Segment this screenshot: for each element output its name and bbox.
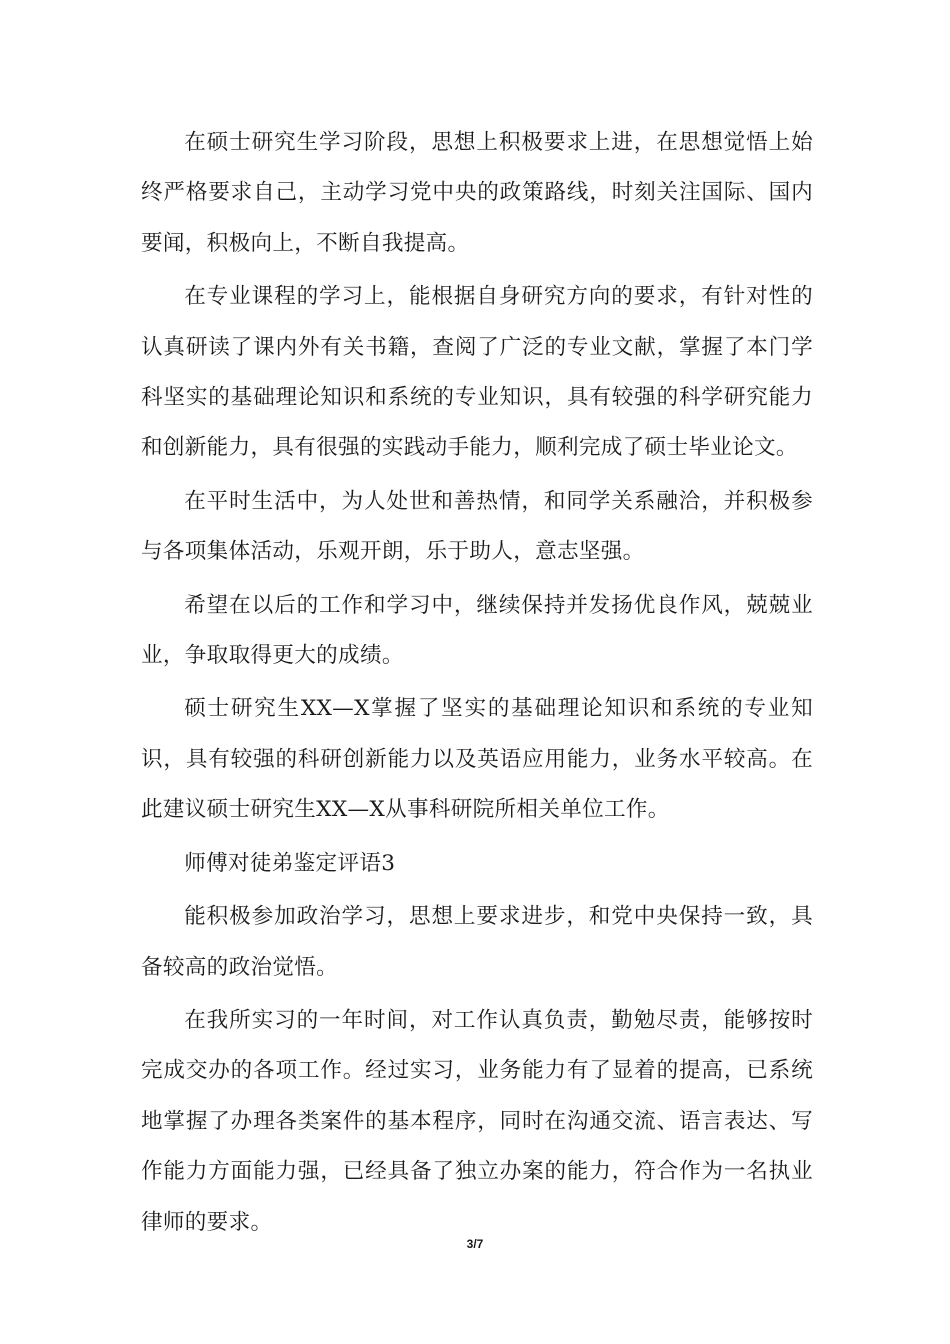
page-number: 3/7 (466, 1237, 484, 1251)
paragraph-professional-courses: 在专业课程的学习上，能根据自身研究方向的要求，有针对性的认真研读了课内外有关书籍，查阅了广泛的专业文献，掌握了本门学科坚实的基础理论知识和系统的专业知识，具有较强的科学研究能力和创新能力，具有很强的实践动手能力，顺利完成了硕士毕业论文。 (141, 284, 813, 461)
paragraph-political-study: 能积极参加政治学习，思想上要求进步，和党中央保持一致，具备较高的政治觉悟。 (141, 904, 813, 980)
paragraph-study-stage: 在硕士研究生学习阶段，思想上积极要求上进，在思想觉悟上始终严格要求自己，主动学习党中央的政策路线，时刻关注国际、国内要闻，积极向上，不断自我提高。 (141, 130, 813, 256)
section-heading: 师傅对徒弟鉴定评语3 (184, 850, 396, 876)
paragraph-hopes: 希望在以后的工作和学习中，继续保持并发扬优良作风，兢兢业业，争取取得更大的成绩。 (141, 592, 813, 669)
document-body (141, 118, 813, 1251)
paragraph-recommendation: 硕士研究生XX—X掌握了坚实的基础理论知识和系统的专业知识，具有较强的科研创新能力以及英语应用能力，业务水平较高。在此建议硕士研究生XX—X从事科研院所相关单位工作。 (141, 696, 813, 823)
paragraph-daily-life: 在平时生活中，为人处世和善热情，和同学关系融洽，并积极参与各项集体活动，乐观开朗，乐于助人，意志坚强。 (141, 488, 813, 565)
paragraph-internship: 在我所实习的一年时间，对工作认真负责，勤勉尽责，能够按时完成交办的各项工作。经过实习，业务能力有了显着的提高，已系统地掌握了办理各类案件的基本程序，同时在沟通交流、语言表达、写作能力方面能力强，已经具备了独立办案的能力，符合作为一名执业律师的要求。 (141, 1007, 813, 1235)
